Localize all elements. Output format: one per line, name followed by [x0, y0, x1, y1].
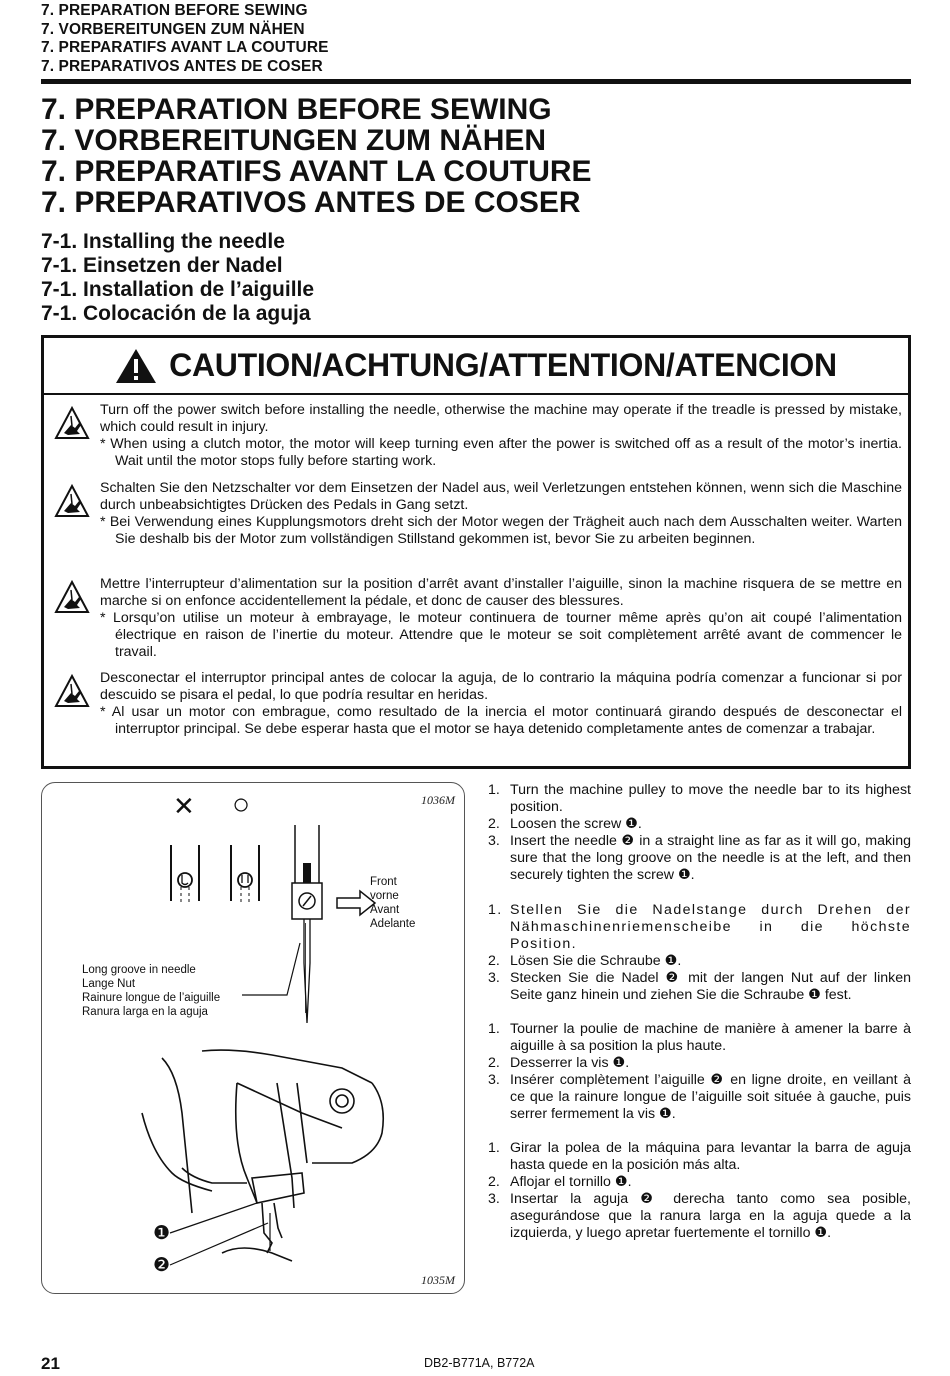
step-text: Stecken Sie die Nadel ❷ mit der langen Nut auf der linken Seite ganz hinein und ziehen Sie die Schraube ❶ fest.	[510, 970, 911, 1003]
instruction-step	[488, 1191, 911, 1242]
instruction-step	[488, 833, 911, 884]
step-text: Girar la polea de la máquina para levantar la barra de aguja hasta quede en la posición más alta.	[510, 1140, 911, 1173]
hand-injury-warning-icon	[54, 406, 90, 440]
step-text: Lösen Sie die Schraube ❶.	[510, 953, 682, 969]
instruction-step	[488, 782, 911, 816]
caution-heading	[44, 338, 908, 395]
step-number: 1.	[488, 782, 500, 798]
running-header	[41, 2, 911, 76]
wrong-mark: ✕	[173, 791, 195, 821]
callout-2: ❷	[153, 1255, 171, 1276]
correct-needle-example	[231, 845, 259, 903]
instructions-fr	[488, 1021, 911, 1123]
warning-triangle-icon	[115, 348, 157, 384]
caution-note: * When using a clutch motor, the motor will keep turning even after the power is switched off as a result of the motor’s inertia. Wait until the motor stops fully before starting work.	[100, 436, 902, 469]
instruction-step	[488, 970, 911, 1004]
hand-injury-warning-icon	[54, 674, 90, 708]
page-number: 21	[41, 1354, 60, 1373]
front-label-line: Avant	[370, 904, 400, 916]
section-title	[41, 230, 314, 326]
running-header-line: 7. PREPARATION BEFORE SEWING	[41, 2, 308, 19]
caution-note: * Lorsqu’on utilise un moteur à embrayage, le moteur continuera de tourner même après qu’on ait coupé l’alimentation électrique en raison de l’inertie du moteur. Attendre que le moteur se soit complètement arrêté avant de commencer le travail.	[100, 610, 902, 660]
caution-text: Mettre l’interrupteur d’alimentation sur la position d’arrêt avant d’installer l’aiguille, sinon la machine risquera de se mettre en marche si on enfonce accidentellement la pédale, et donc de causer des blessures.	[100, 576, 902, 609]
running-header-line: 7. PREPARATIFS AVANT LA COUTURE	[41, 39, 329, 56]
instructions-de	[488, 902, 911, 1004]
step-text: Loosen the screw ❶.	[510, 816, 642, 832]
step-text: Insérer complètement l’aiguille ❷ en ligne droite, en veillant à ce que la rainure longue de l’aiguille soit située à gauche, puis serrer fermement la vis ❶.	[510, 1072, 911, 1122]
step-number: 2.	[488, 1055, 500, 1071]
step-number: 2.	[488, 816, 500, 832]
needle-installation-figure	[41, 782, 465, 1294]
section-title-line: 7-1. Installation de l’aiguille	[41, 278, 315, 301]
figure-code-top: 1036M	[421, 793, 455, 807]
caution-note: * Bei Verwendung eines Kupplungsmotors dreht sich der Motor wegen der Trägheit auch nach dem Ausschalten weiter. Warten Sie deshalb bis der Motor zum vollständigen Stillstand gekommen ist, bevor Sie zu arbeiten beginnen.	[100, 514, 902, 547]
instruction-step	[488, 1055, 911, 1072]
caution-text: Desconectar el interruptor principal antes de colocar la aguja, de lo contrario la máquina podría comenzar a funcionar si por descuido se pisara el pedal, lo que podría resultar en heridas.	[100, 670, 902, 703]
caution-text: Turn off the power switch before installing the needle, otherwise the machine may operate if the treadle is pressed by mistake, which could result in injury.	[100, 402, 902, 435]
step-text: Stellen Sie die Nadelstange durch Drehen der Nähmaschinenriemenscheibe in die höchste Position.	[510, 902, 911, 952]
step-number: 3.	[488, 1191, 500, 1207]
correct-mark: ○	[232, 788, 251, 821]
groove-label-line: Rainure longue de l’aiguille	[82, 992, 221, 1004]
instruction-step	[488, 1072, 911, 1123]
groove-label-line: Long groove in needle	[82, 964, 196, 976]
step-number: 1.	[488, 1021, 500, 1037]
step-text: Tourner la poulie de machine de manière à amener la barre à aiguille à sa position la plus haute.	[510, 1021, 911, 1054]
instruction-step	[488, 816, 911, 833]
chapter-title-line: 7. PREPARATIVOS ANTES DE COSER	[41, 186, 581, 219]
step-text: Turn the machine pulley to move the needle bar to its highest position.	[510, 782, 911, 815]
step-number: 1.	[488, 1140, 500, 1156]
instruction-step	[488, 902, 911, 953]
step-number: 3.	[488, 1072, 500, 1088]
caution-text: Schalten Sie den Netzschalter vor dem Einsetzen der Nadel aus, weil Verletzungen entstehen können, wenn sich die Maschine durch unbeabsichtigtes Drücken des Pedals in Gang setzt.	[100, 480, 902, 513]
front-label	[370, 875, 415, 931]
callout-1-leader	[170, 1203, 257, 1233]
chapter-title-line: 7. PREPARATION BEFORE SEWING	[41, 93, 552, 126]
step-text: Insertar la aguja ❷ derecha tanto como sea posible, asegurándose que la ranura larga en la aguja quede a la izquierda, y luego apretar fuertemente el tornillo ❶.	[510, 1191, 911, 1241]
needle-diagram	[42, 783, 466, 1295]
front-label-line: Front	[370, 876, 397, 888]
groove-leader-line	[242, 943, 300, 995]
step-number: 3.	[488, 970, 500, 986]
needle-bar-drawing	[292, 825, 322, 1023]
instruction-step	[488, 1140, 911, 1174]
front-label-line: vorne	[370, 890, 399, 902]
instructions-es	[488, 1140, 911, 1242]
model-number: DB2-B771A, B772A	[424, 1356, 535, 1370]
running-header-line: 7. VORBEREITUNGEN ZUM NÄHEN	[41, 20, 305, 38]
section-title-line: 7-1. Installing the needle	[41, 230, 285, 253]
step-text: Aflojar el tornillo ❶.	[510, 1174, 632, 1190]
step-text: Insert the needle ❷ in a straight line as far as it will go, making sure that the long groove on the needle is at the left, and then securely tighten the screw ❶.	[510, 833, 911, 883]
caution-box	[41, 335, 911, 769]
chapter-title-line: 7. VORBEREITUNGEN ZUM NÄHEN	[41, 124, 547, 157]
chapter-title	[41, 94, 592, 218]
step-number: 2.	[488, 1174, 500, 1190]
hand-injury-warning-icon	[54, 580, 90, 614]
figure-code-bottom: 1035M	[421, 1273, 455, 1287]
callout-1: ❶	[153, 1223, 171, 1244]
running-header-line: 7. PREPARATIVOS ANTES DE COSER	[41, 57, 323, 75]
instruction-step	[488, 1021, 911, 1055]
header-rule	[41, 79, 911, 84]
section-title-line: 7-1. Einsetzen der Nadel	[41, 254, 283, 277]
machine-head-drawing	[142, 1050, 383, 1261]
groove-label-line: Ranura larga en la aguja	[82, 1006, 208, 1018]
chapter-title-line: 7. PREPARATIFS AVANT LA COUTURE	[41, 155, 592, 188]
instruction-step	[488, 953, 911, 970]
wrong-needle-example	[171, 845, 199, 903]
callout-2-leader	[170, 1223, 268, 1265]
step-number: 3.	[488, 833, 500, 849]
section-title-line: 7-1. Colocación de la aguja	[41, 302, 311, 325]
step-number: 1.	[488, 902, 503, 918]
instruction-step	[488, 1174, 911, 1191]
hand-injury-warning-icon	[54, 484, 90, 518]
instructions-en	[488, 782, 911, 884]
caution-heading-text: CAUTION/ACHTUNG/ATTENTION/ATENCION	[169, 347, 837, 383]
groove-label-line: Lange Nut	[82, 978, 136, 990]
step-text: Desserrer la vis ❶.	[510, 1055, 630, 1071]
step-number: 2.	[488, 953, 500, 969]
caution-note: * Al usar un motor con embrague, como resultado de la inercia el motor continuará girando después de desconectar el interruptor principal. Se debe esperar hasta que el motor se haya detenido completamente antes de comenzar a trabajar.	[100, 704, 902, 737]
groove-label	[82, 963, 220, 1019]
front-label-line: Adelante	[370, 918, 416, 930]
